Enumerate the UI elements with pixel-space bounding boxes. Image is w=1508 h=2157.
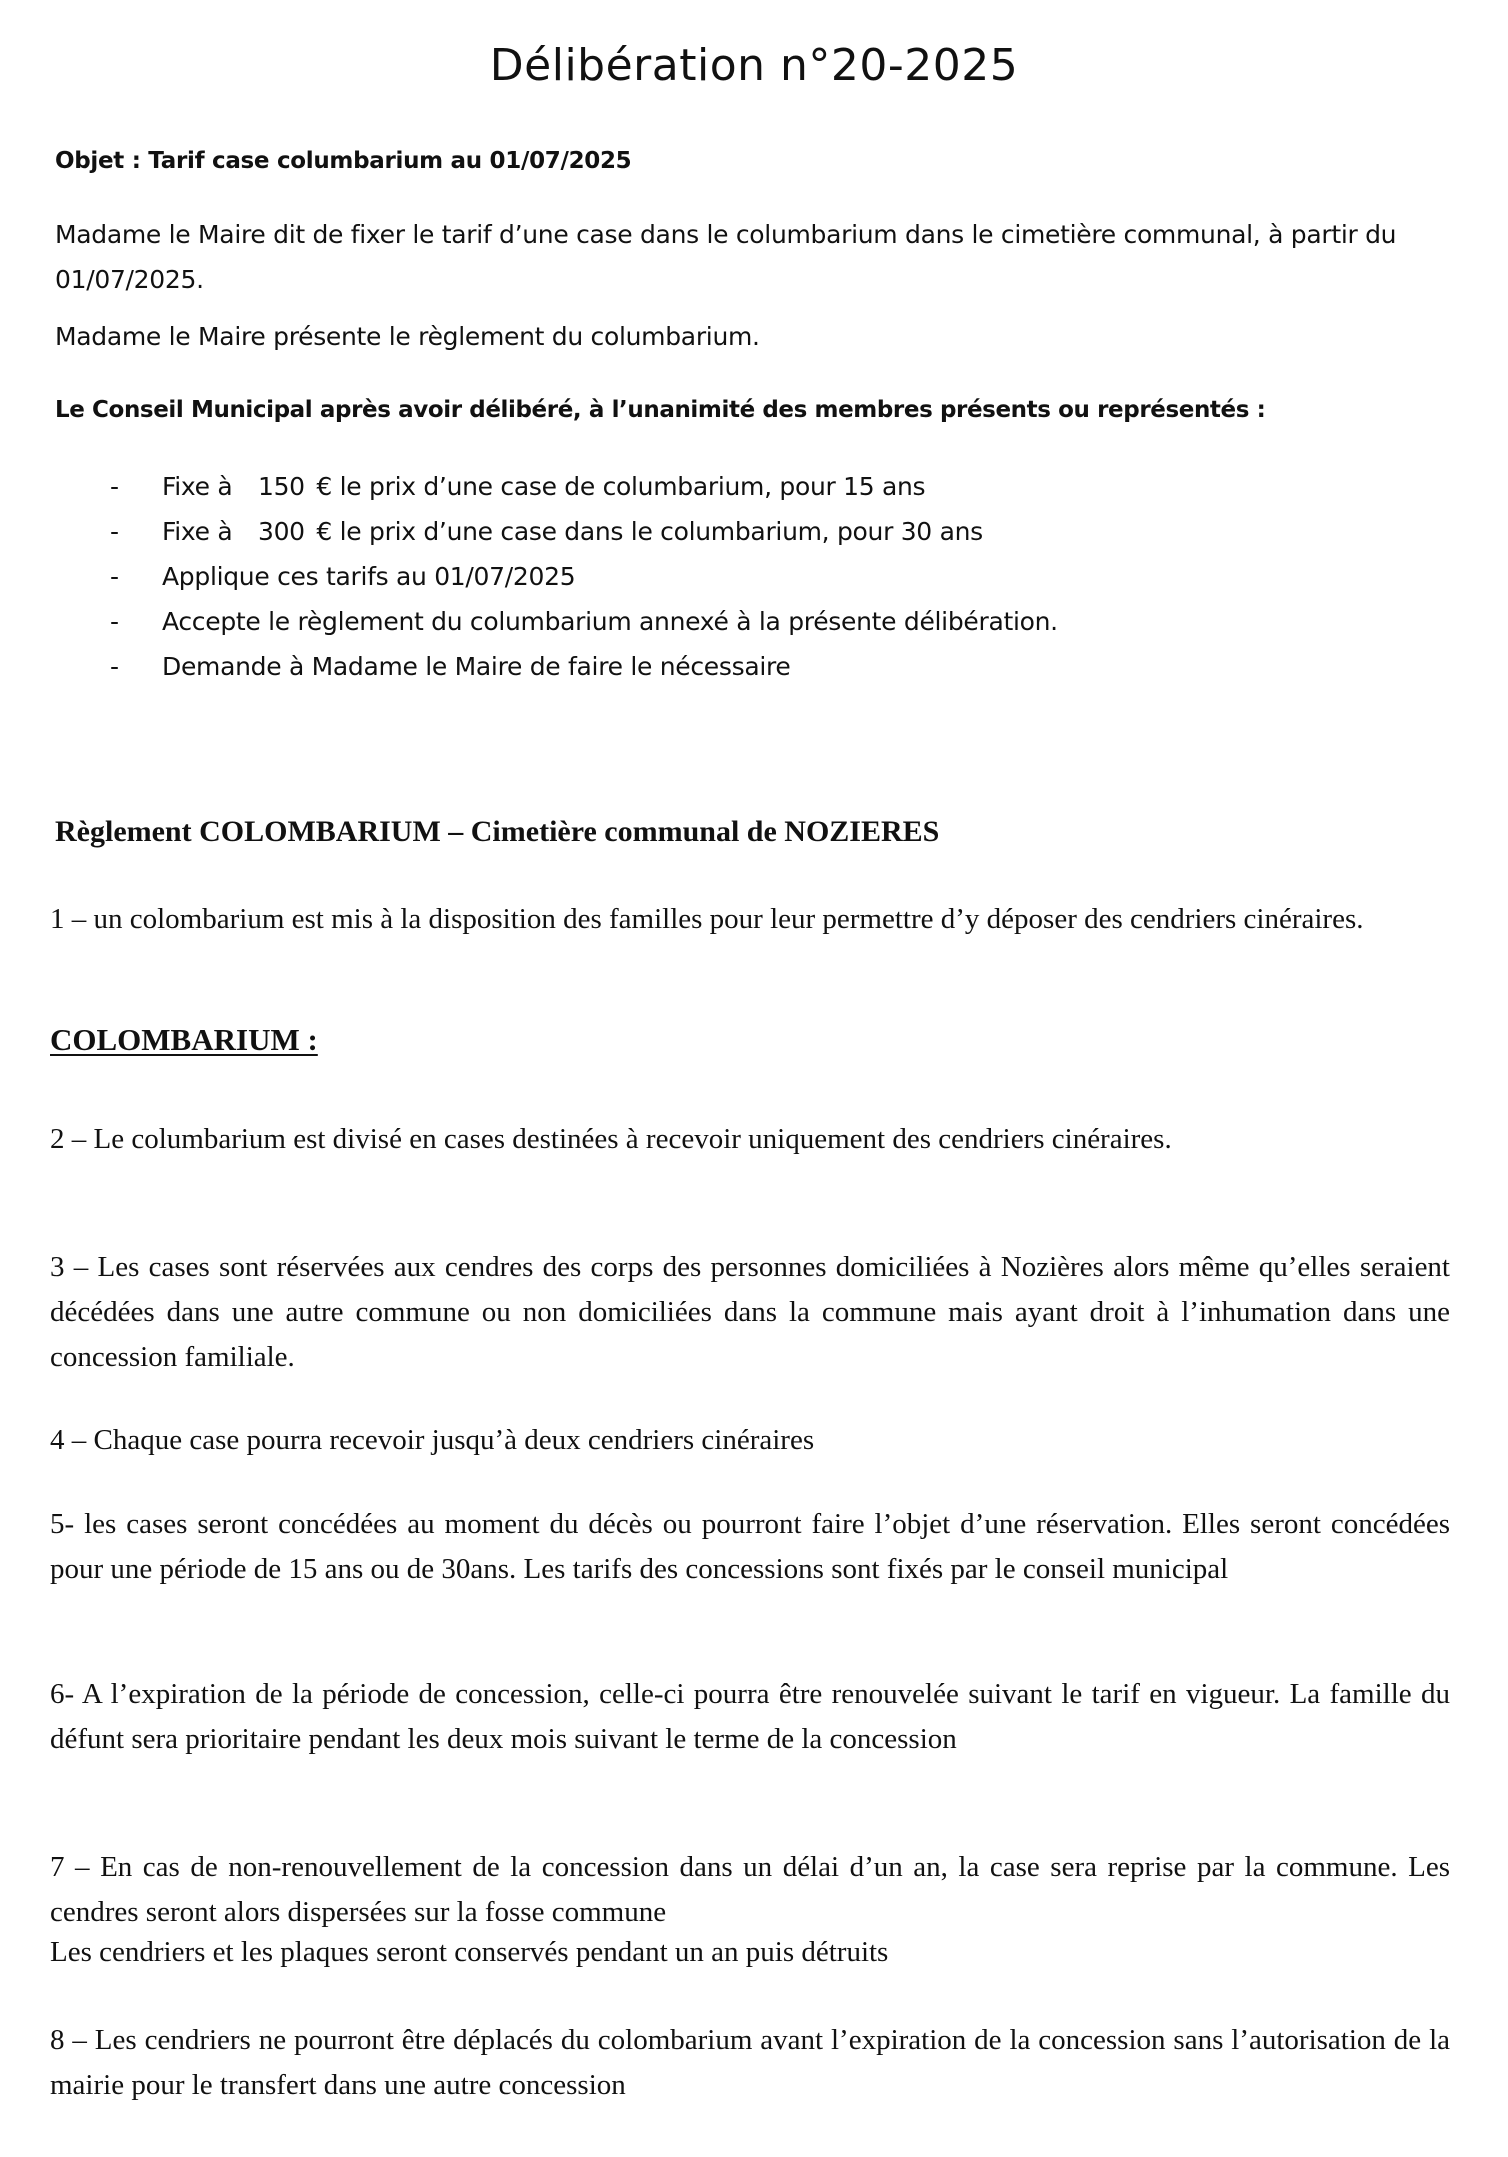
- bullet-dash: -: [110, 472, 119, 501]
- section-heading: COLOMBARIUM :: [50, 1022, 318, 1057]
- decision-item: [110, 509, 1058, 554]
- bullet-dash: -: [110, 607, 119, 636]
- decision-item: [110, 554, 1058, 599]
- decision-item: [110, 599, 1058, 644]
- objet-line: Objet : Tarif case columbarium au 01/07/2025: [55, 148, 632, 174]
- article-7: 7 – En cas de non-renouvellement de la concession dans un délai d’un an, la case sera reprise par la commune. Les cendres seront alors dispersées sur la fosse commune: [50, 1851, 1450, 1928]
- article-2: 2 – Le columbarium est divisé en cases destinées à recevoir uniquement des cendriers cinéraires.: [50, 1123, 1172, 1155]
- decision-text: Accepte le règlement du columbarium annexé à la présente délibération.: [162, 607, 1058, 636]
- decision-item: [110, 644, 1058, 689]
- bullet-dash: -: [110, 562, 119, 591]
- article-7-note: Les cendriers et les plaques seront conservés pendant un an puis détruits: [50, 1936, 889, 1968]
- presentation-paragraph: Madame le Maire présente le règlement du columbarium.: [55, 322, 760, 351]
- article-8: 8 – Les cendriers ne pourront être déplacés du colombarium avant l’expiration de la concession sans l’autorisation de la mairie pour le transfert dans une autre concession: [50, 2024, 1450, 2101]
- article-3: 3 – Les cases sont réservées aux cendres des corps des personnes domiciliées à Nozières alors même qu’elles seraient décédées dans une autre commune ou non domiciliées dans la commune mais ayant droit à l’inhumation dans une concession familiale.: [50, 1251, 1450, 1373]
- price-amount: 150: [257, 472, 305, 501]
- decision-prefix: Fixe à: [162, 517, 233, 546]
- article-1: 1 – un colombarium est mis à la disposition des familles pour leur permettre d’y déposer des cendriers cinéraires.: [50, 903, 1364, 935]
- article-6: 6- A l’expiration de la période de concession, celle-ci pourra être renouvelée suivant le tarif en vigueur. La famille du défunt sera prioritaire pendant les deux mois suivant le terme de la concession: [50, 1678, 1450, 1755]
- decision-text: Applique ces tarifs au 01/07/2025: [162, 562, 576, 591]
- intro-paragraph: Madame le Maire dit de fixer le tarif d’une case dans le columbarium dans le cimetière communal, à partir du 01/07/2025.: [55, 220, 1397, 294]
- decision-list: [110, 464, 1058, 689]
- bullet-dash: -: [110, 652, 119, 681]
- decision-text: € le prix d’une case de columbarium, pour 15 ans: [316, 472, 926, 501]
- regulation-title: Règlement COLOMBARIUM – Cimetière communal de NOZIERES: [55, 815, 940, 848]
- article-5: 5- les cases seront concédées au moment du décès ou pourront faire l’objet d’une réservation. Elles seront concédées pour une période de 15 ans ou de 30ans. Les tarifs des concessions sont fixés par le conseil municipal: [50, 1508, 1450, 1585]
- decision-text: Demande à Madame le Maire de faire le nécessaire: [162, 652, 791, 681]
- price-amount: 300: [257, 517, 305, 546]
- council-statement: Le Conseil Municipal après avoir délibéré, à l’unanimité des membres présents ou représentés :: [55, 397, 1266, 423]
- decision-item: [110, 464, 1058, 509]
- bullet-dash: -: [110, 517, 119, 546]
- article-4: 4 – Chaque case pourra recevoir jusqu’à deux cendriers cinéraires: [50, 1424, 815, 1456]
- page-title: Délibération n°20-2025: [489, 40, 1019, 91]
- decision-prefix: Fixe à: [162, 472, 233, 501]
- decision-text: € le prix d’une case dans le columbarium, pour 30 ans: [316, 517, 983, 546]
